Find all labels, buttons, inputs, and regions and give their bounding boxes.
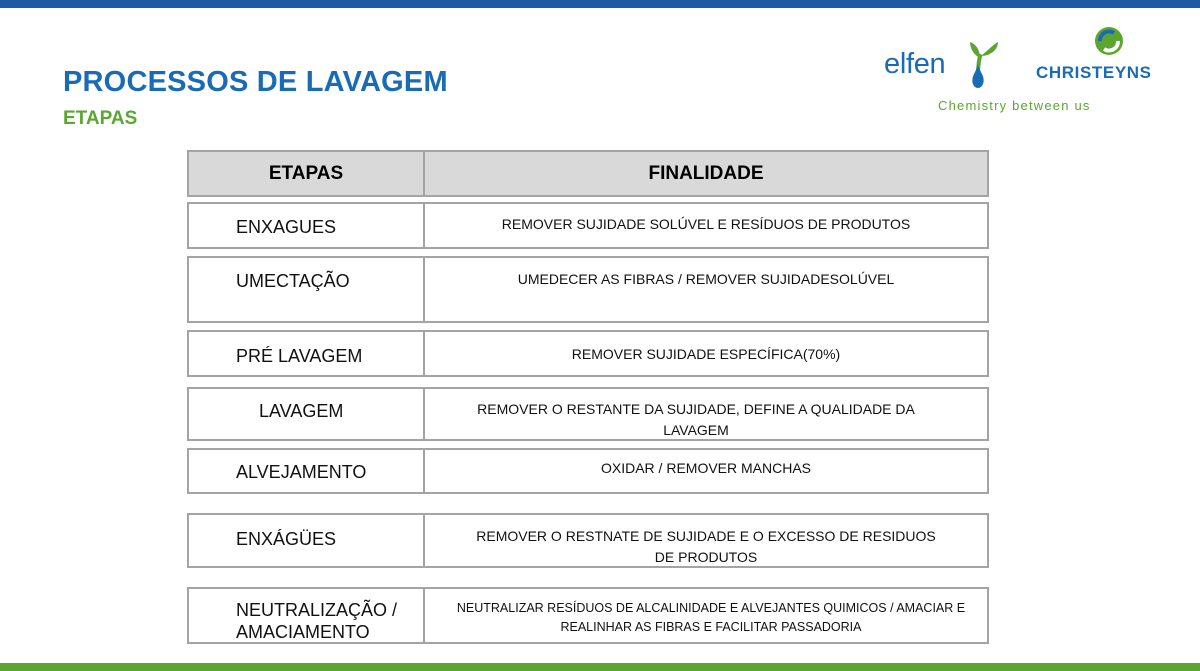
elfen-sprout-icon — [964, 40, 1004, 88]
etapa-cell: ENXÁGÜES — [236, 529, 337, 549]
finalidade-cell: REMOVER O RESTNATE DE SUJIDADE E O EXCESSO DE RESIDUOS DE PRODUTOS — [476, 528, 936, 565]
finalidade-cell: REMOVER O RESTANTE DA SUJIDADE, DEFINE A QUALIDADE DA LAVAGEM — [477, 401, 915, 438]
header-finalidade: FINALIDADE — [648, 162, 764, 184]
christeyns-logo — [1036, 26, 1186, 86]
finalidade-cell: REMOVER SUJIDADE ESPECÍFICA(70%) — [571, 346, 841, 362]
etapa-cell: UMECTAÇÃO — [236, 271, 350, 291]
finalidade-cell: OXIDAR / REMOVER MANCHAS — [600, 460, 812, 476]
finalidade-cell: REMOVER SUJIDADE SOLÚVEL E RESÍDUOS DE PRODUTOS — [501, 216, 911, 232]
header-etapas: ETAPAS — [268, 162, 344, 184]
brand-tagline: Chemistry between us — [938, 98, 1091, 113]
bottom-accent-bar — [0, 663, 1200, 671]
christeyns-wordmark: CHRISTEYNS — [1036, 63, 1152, 82]
page-title: PROCESSOS DE LAVAGEM — [63, 66, 448, 98]
table-row — [187, 513, 989, 568]
christeyns-recycle-icon — [1092, 26, 1126, 56]
table-row — [187, 587, 989, 644]
etapa-cell: ALVEJAMENTO — [236, 462, 367, 482]
table-row — [187, 202, 989, 249]
table-row — [187, 387, 989, 441]
table-row — [187, 256, 989, 323]
etapa-cell: LAVAGEM — [259, 401, 344, 421]
page-subtitle: ETAPAS — [63, 108, 138, 129]
elfen-logo — [884, 40, 1004, 88]
table-row — [187, 330, 989, 377]
table-header-row — [187, 150, 989, 197]
etapa-cell: ENXAGUES — [236, 217, 337, 237]
table-row — [187, 448, 989, 494]
etapa-cell: NEUTRALIZAÇÃO / AMACIAMENTO — [236, 600, 398, 642]
elfen-wordmark: elfen — [884, 48, 946, 80]
top-accent-bar — [0, 0, 1200, 8]
etapa-cell: PRÉ LAVAGEM — [236, 346, 363, 366]
finalidade-cell: NEUTRALIZAR RESÍDUOS DE ALCALINIDADE E ALVEJANTES QUIMICOS / AMACIAR E REALINHAR AS FIBRAS E FACILITAR PASSADORIA — [456, 601, 966, 634]
finalidade-cell: UMEDECER AS FIBRAS / REMOVER SUJIDADESOLÚVEL — [517, 271, 895, 287]
